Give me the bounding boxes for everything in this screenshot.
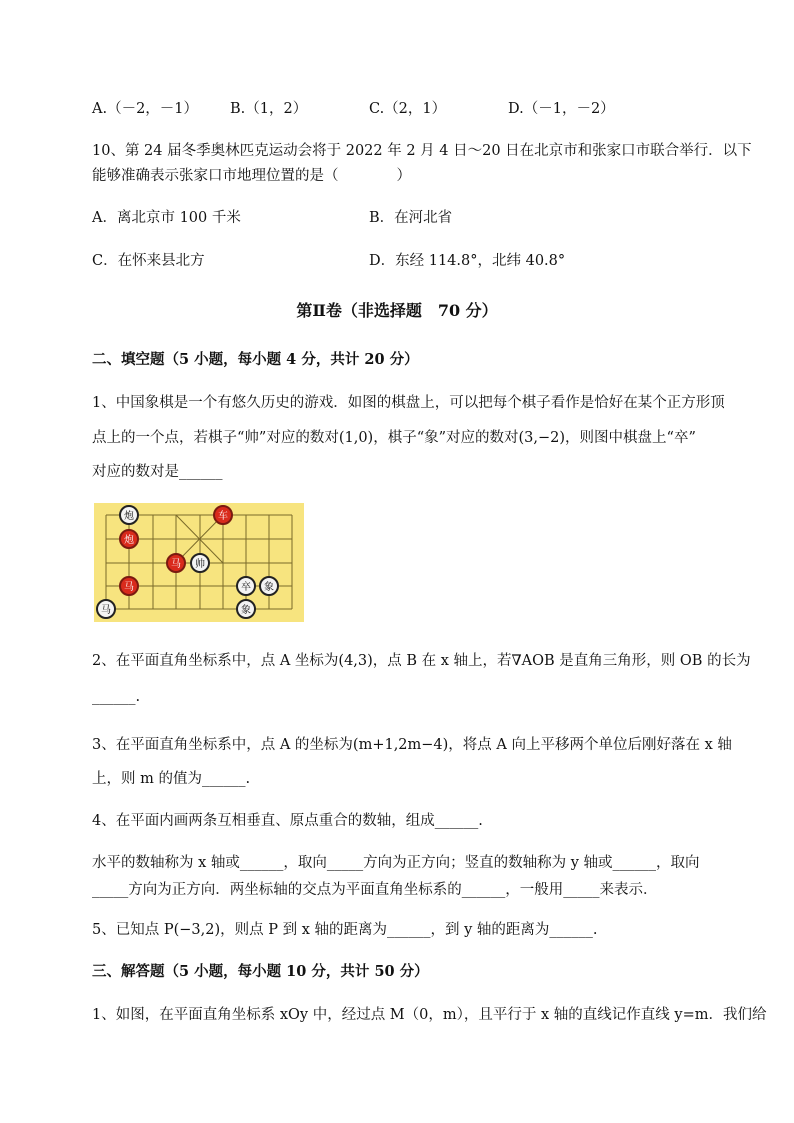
q10-option-b: B．在河北省 bbox=[369, 210, 453, 226]
chess-piece-red bbox=[120, 530, 138, 548]
q9-option-d: D.（－1，－2） bbox=[508, 101, 615, 117]
chess-piece-black bbox=[191, 554, 209, 572]
s2-q2-line1: 2、在平面直角坐标系中，点 A 坐标为(4,3)，点 B 在 x 轴上，若∇AOB 是直角三角形，则 OB 的长为 bbox=[92, 653, 751, 669]
s2-q4-line1: 4、在平面内画两条互相垂直、原点重合的数轴，组成______. bbox=[92, 813, 483, 829]
q10-text-line1: 10、第 24 届冬季奥林匹克运动会将于 2022 年 2 月 4 日～20 日在北京市和张家口市联合举行．以下 bbox=[92, 143, 752, 159]
s2-q5-line1: 5、已知点 P(−3,2)，则点 P 到 x 轴的距离为______，到 y 轴的距离为______. bbox=[92, 922, 598, 938]
chess-piece-black bbox=[237, 577, 255, 595]
chess-piece-label: 炮 bbox=[124, 511, 134, 522]
s2-q4-line2: 水平的数轴称为 x 轴或______，取向_____方向为正方向；竖直的数轴称为 y 轴或______，取向 bbox=[92, 855, 700, 871]
q9-option-b: B.（1，2） bbox=[230, 101, 308, 117]
s2-q1-line2: 点上的一个点，若棋子“帅”对应的数对(1,0)，棋子“象”对应的数对(3,−2)，则图中棋盘上“卒” bbox=[92, 430, 696, 446]
chess-board-figure bbox=[94, 503, 304, 622]
q9-option-a: A.（－2，－1） bbox=[92, 101, 199, 117]
chess-piece-black bbox=[260, 577, 278, 595]
section3-heading: 三、解答题（5 小题，每小题 10 分，共计 50 分） bbox=[92, 963, 429, 980]
section2-heading: 二、填空题（5 小题，每小题 4 分，共计 20 分） bbox=[92, 351, 419, 368]
chess-piece-black bbox=[120, 506, 138, 524]
q10-option-d: D．东经 114.8°，北纬 40.8° bbox=[369, 253, 566, 269]
chess-piece-black bbox=[237, 600, 255, 618]
s2-q3-line2: 上，则 m 的值为______. bbox=[92, 771, 251, 787]
chess-piece-label: 象 bbox=[241, 605, 251, 616]
s2-q1-line3: 对应的数对是______ bbox=[92, 464, 223, 480]
chess-piece-label: 炮 bbox=[124, 535, 134, 546]
chess-piece-label: 象 bbox=[264, 582, 274, 593]
chess-piece-red bbox=[167, 554, 185, 572]
q9-option-c: C.（2，1） bbox=[369, 101, 447, 117]
chess-piece-label: 马 bbox=[101, 605, 111, 616]
chess-piece-black bbox=[97, 600, 115, 618]
q10-option-a: A．离北京市 100 千米 bbox=[92, 210, 241, 226]
part2-title: 第Ⅱ卷（非选择题 70 分） bbox=[296, 301, 498, 320]
s2-q2-line2: ______. bbox=[92, 689, 141, 705]
chess-piece-red bbox=[214, 506, 232, 524]
chess-piece-label: 马 bbox=[124, 582, 134, 593]
chess-piece-red bbox=[120, 577, 138, 595]
s3-q1-line1: 1、如图，在平面直角坐标系 xOy 中，经过点 M（0，m），且平行于 x 轴的直线记作直线 y=m．我们给 bbox=[92, 1007, 767, 1023]
s2-q3-line1: 3、在平面直角坐标系中，点 A 的坐标为(m+1,2m−4)，将点 A 向上平移两个单位后刚好落在 x 轴 bbox=[92, 737, 732, 753]
s2-q4-line3: _____方向为正方向．两坐标轴的交点为平面直角坐标系的______，一般用_____来表示． bbox=[92, 882, 658, 898]
q10-text-line2: 能够准确表示张家口市地理位置的是（ ） bbox=[92, 168, 411, 184]
s2-q1-line1: 1、中国象棋是一个有悠久历史的游戏．如图的棋盘上，可以把每个棋子看作是恰好在某个正方形顶 bbox=[92, 395, 725, 411]
chess-piece-label: 车 bbox=[218, 511, 228, 522]
chess-piece-label: 帅 bbox=[195, 559, 205, 570]
q10-option-c: C．在怀来县北方 bbox=[92, 253, 205, 269]
chess-piece-label: 马 bbox=[171, 559, 181, 570]
chess-piece-label: 卒 bbox=[241, 582, 251, 593]
